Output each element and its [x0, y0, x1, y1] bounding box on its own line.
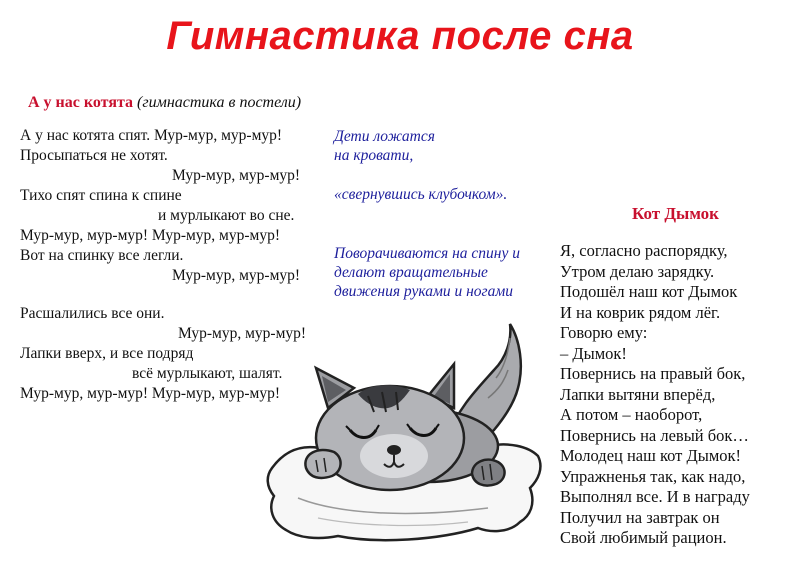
- poem-line: Вот на спинку все легли.: [20, 247, 184, 264]
- poem-line: Подошёл наш кот Дымок: [560, 282, 738, 301]
- page-title: Гимнастика после сна: [166, 14, 634, 58]
- section1-heading-title: А у нас котята: [28, 94, 134, 111]
- poem-line: Повернись на правый бок,: [560, 364, 746, 383]
- poem-line: Повернись на левый бок…: [560, 425, 749, 445]
- section1-heading-note: (гимнастика в постели): [137, 94, 302, 111]
- poem-line: Мур-мур, мур-мур! Мур-мур, мур-мур!: [20, 227, 280, 244]
- note-line: делают вращательные: [334, 264, 488, 281]
- section1-heading: [28, 94, 301, 112]
- poem-line: Тихо спят спина к спине: [20, 187, 182, 204]
- note-line: Поворачиваются на спину и: [334, 245, 520, 262]
- section2-heading: Кот Дымок: [632, 204, 719, 223]
- kot-dymok-poem: [560, 241, 750, 549]
- poem-line: – Дымок!: [560, 343, 627, 363]
- poem-line: Говорю ему:: [560, 323, 648, 342]
- poem-line: А у нас котята спят. Мур-мур, мур-мур!: [20, 127, 283, 144]
- kitten-nose: [387, 445, 401, 455]
- poem-line: Просыпаться не хотят.: [20, 147, 168, 164]
- note-line: движения руками и ногами: [334, 283, 513, 300]
- poem-line: Мур-мур, мур-мур!: [178, 325, 307, 342]
- poem-line: Утром делаю зарядку.: [560, 261, 715, 281]
- kitten-right-paw: [472, 460, 505, 486]
- poem-line: И на коврик рядом лёг.: [560, 302, 721, 322]
- poem-line: Получил на завтрак он: [560, 507, 720, 527]
- note-line: на кровати,: [334, 147, 414, 164]
- poem-line: Молодец наш кот Дымок!: [560, 446, 742, 465]
- poem-line: Выполнял все. И в награду: [560, 487, 750, 506]
- poem-line: и мурлыкают во сне.: [158, 207, 295, 224]
- note-line: «свернувшись клубочком».: [334, 186, 508, 203]
- poem-line: Расшалились все они.: [20, 305, 165, 322]
- note-line: Дети ложатся: [334, 128, 435, 145]
- poem-line: Свой любимый рацион.: [560, 528, 727, 547]
- poem-line: Мур-мур, мур-мур! Мур-мур, мур-мур!: [20, 385, 280, 402]
- poem-line: Упражненья так, как надо,: [560, 466, 746, 486]
- poem-line: Я, согласно распорядку,: [560, 241, 728, 260]
- poem-line: Лапки вверх, и все подряд: [20, 345, 194, 362]
- poem-line: Мур-мур, мур-мур!: [172, 167, 301, 184]
- kitten-left-paw: [305, 450, 340, 478]
- poem-line: Лапки вытяни вперёд,: [560, 384, 716, 404]
- poem-line: всё мурлыкают, шалят.: [132, 365, 283, 382]
- sleeping-kitten-illustration: [258, 318, 558, 560]
- poem-line: А потом – наоборот,: [560, 405, 703, 424]
- poem-line: Мур-мур, мур-мур!: [172, 267, 301, 284]
